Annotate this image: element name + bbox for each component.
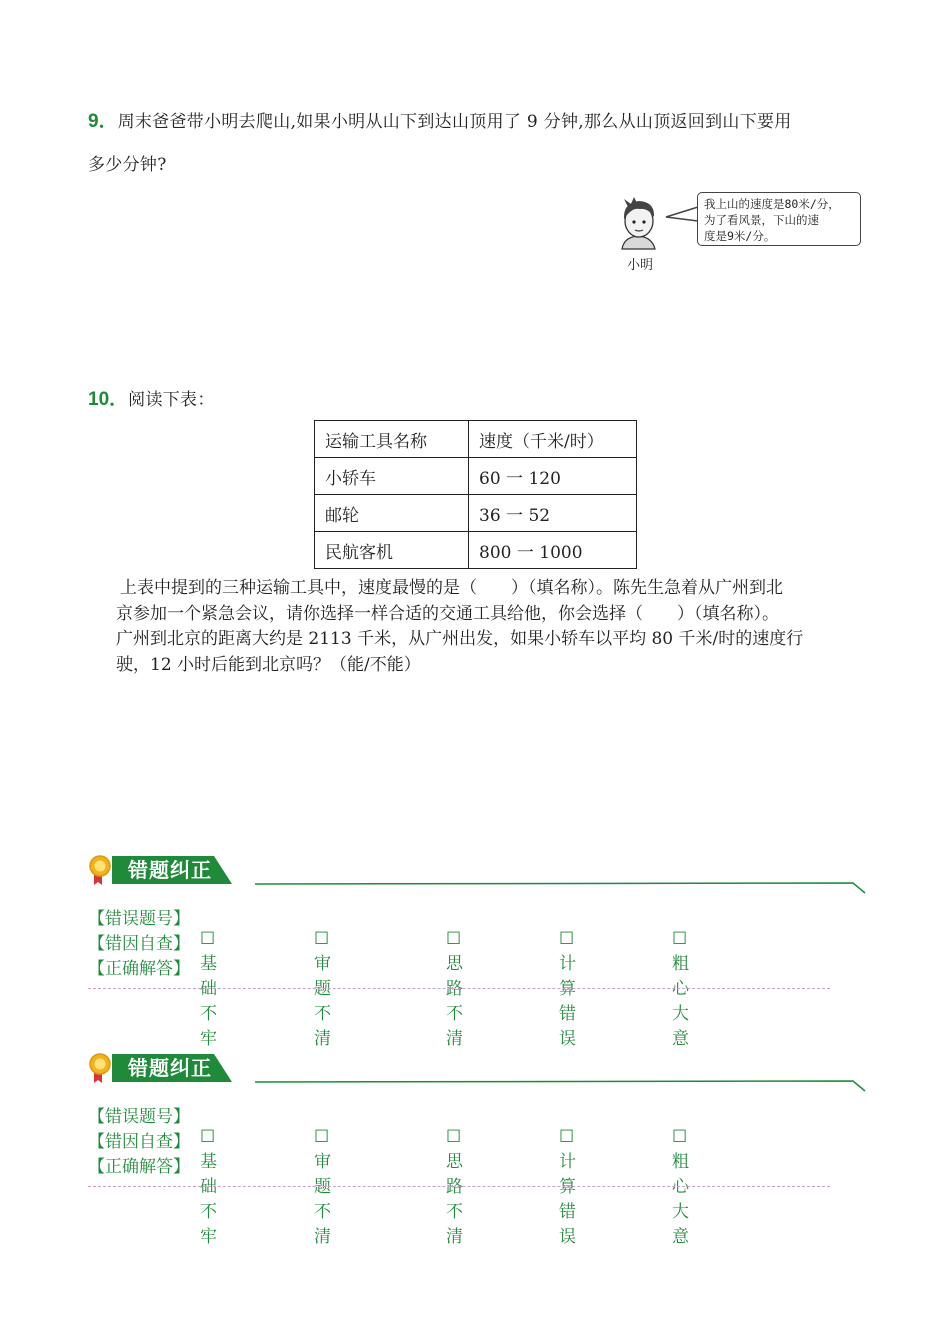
table-row <box>315 458 637 495</box>
table-cell: 民航客机 <box>315 532 469 569</box>
q10-paragraph <box>116 576 868 678</box>
label-error-reason: 【错因自查】 <box>88 1132 190 1152</box>
speed-table <box>314 420 637 569</box>
label-correct-answer: 【正确解答】 <box>88 959 190 979</box>
option-checkbox[interactable]: ☐审题不清 <box>314 1127 331 1247</box>
correction-block <box>0 1050 950 1247</box>
table-cell: 800 一 1000 <box>469 532 637 569</box>
label-error-reason: 【错因自查】 <box>88 934 190 954</box>
option-checkbox[interactable]: ☐计算错误 <box>559 929 576 1049</box>
table-cell: 60 一 120 <box>469 458 637 495</box>
medal-icon <box>90 1054 110 1083</box>
table-header-row <box>315 421 637 458</box>
q10-intro: 阅读下表： <box>128 390 215 410</box>
speech-tail <box>664 205 700 225</box>
q9-text-line2: 多少分钟? <box>88 155 167 175</box>
option-checkbox[interactable]: ☐基础不牢 <box>200 929 217 1049</box>
table-header: 运输工具名称 <box>315 421 469 458</box>
speech-line-3: 度是9米/分。 <box>704 229 776 243</box>
q10-paragraph-line: 上表中提到的三种运输工具中，速度最慢的是（ ）（填名称）。陈先生急着从广州到北 <box>120 578 783 598</box>
option-checkbox[interactable]: ☐思路不清 <box>446 1127 463 1247</box>
correction-block <box>0 852 950 1049</box>
table-header: 速度（千米/时） <box>469 421 637 458</box>
speech-line-2: 为了看风景，下山的速 <box>704 213 819 227</box>
q10-heading <box>88 384 215 411</box>
q10-paragraph-line: 驶，12 小时后能到北京吗？（能/不能） <box>116 654 421 675</box>
option-checkbox[interactable]: ☐思路不清 <box>446 929 463 1049</box>
q10-number: 10． <box>88 389 129 410</box>
speech-line-1: 我上山的速度是80米/分， <box>704 197 840 211</box>
boy-avatar-icon <box>614 193 664 253</box>
label-correct-answer: 【正确解答】 <box>88 1157 190 1177</box>
q9-line1 <box>88 106 878 133</box>
option-checkbox[interactable]: ☐粗心大意 <box>672 929 689 1049</box>
option-checkbox[interactable]: ☐计算错误 <box>559 1127 576 1247</box>
correction-title: 错题纠正 <box>128 858 212 882</box>
option-checkbox[interactable]: ☐基础不牢 <box>200 1127 217 1247</box>
title-rule <box>255 874 867 894</box>
table-cell: 36 一 52 <box>469 495 637 532</box>
q9-number: 9． <box>88 111 118 132</box>
speech-bubble <box>697 192 861 246</box>
option-checkbox[interactable]: ☐审题不清 <box>314 929 331 1049</box>
option-checkbox[interactable]: ☐粗心大意 <box>672 1127 689 1247</box>
medal-icon <box>90 856 110 885</box>
title-rule <box>255 1072 867 1092</box>
table-cell: 小轿车 <box>315 458 469 495</box>
dashed-divider <box>88 1186 830 1187</box>
label-error-number: 【错误题号】 <box>88 1107 190 1127</box>
q10-paragraph-line: 广州到北京的距离大约是 2113 千米，从广州出发，如果小轿车以平均 80 千米/时的速度行 <box>116 629 804 649</box>
q10-paragraph-line: 京参加一个紧急会议，请你选择一样合适的交通工具给他，你会选择（ ）（填名称）。 <box>116 603 779 624</box>
table-row <box>315 495 637 532</box>
table-row <box>315 532 637 569</box>
dashed-divider <box>88 988 830 989</box>
label-error-number: 【错误题号】 <box>88 909 190 929</box>
table-cell: 邮轮 <box>315 495 469 532</box>
character-label: 小明 <box>627 258 654 273</box>
q9-text-line1: 周末爸爸带小明去爬山,如果小明从山下到达山顶用了 9 分钟,那么从山顶返回到山下要用 <box>117 112 792 132</box>
correction-title: 错题纠正 <box>128 1056 212 1080</box>
